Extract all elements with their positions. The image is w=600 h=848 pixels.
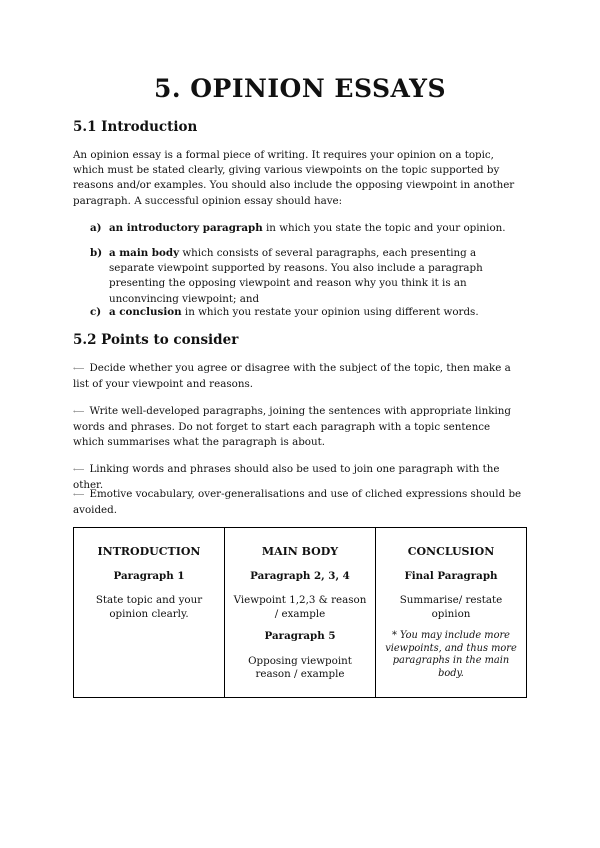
column-heading: INTRODUCTION — [97, 545, 201, 558]
section-heading-points: 5.2 Points to consider — [73, 332, 239, 348]
page-title: 5. OPINION ESSAYS — [153, 74, 447, 103]
list-item — [90, 305, 520, 320]
list-item-term: a conclusion — [109, 306, 182, 318]
list-marker: b) — [90, 247, 103, 259]
column-subheading: Paragraph 5 — [264, 630, 336, 642]
list-item — [90, 246, 520, 307]
column-heading: CONCLUSION — [407, 545, 495, 558]
essay-structure-table — [73, 527, 527, 698]
list-item-text: which consists of several paragraphs, each presenting a separate viewpoint supported by reasons. You also include a paragraph presenting the opposing viewpoint and reason why you think it is an unconvincing viewpoint; and — [109, 247, 483, 305]
arrow-left-icon: ⟵ — [73, 490, 85, 499]
section-heading-introduction: 5.1 Introduction — [73, 119, 198, 135]
intro-paragraph: An opinion essay is a formal piece of writing. It requires your opinion on a topic, which must be stated clearly, giving various viewpoints on the topic supported by reasons and/or examples. You should also include the opposing viewpoint in another paragraph. A successful opinion essay should have: — [73, 149, 515, 207]
list-item-term: an introductory paragraph — [109, 222, 263, 234]
bullet-text: Emotive vocabulary, over-generalisations and use of cliched expressions should be avoided. — [73, 488, 522, 516]
list-marker: c) — [90, 306, 102, 318]
list-item — [73, 404, 523, 451]
main-body-column — [225, 528, 376, 698]
column-note: * You may include more viewpoints, and thus more paragraphs in the main body. — [385, 630, 517, 679]
column-heading: MAIN BODY — [261, 545, 339, 558]
conclusion-column — [376, 528, 527, 698]
column-text: State topic and your opinion clearly. — [95, 594, 203, 620]
list-marker: a) — [90, 222, 102, 234]
list-item — [73, 487, 523, 518]
list-item — [73, 361, 523, 392]
arrow-left-icon: ⟵ — [73, 465, 85, 474]
bullet-text: Linking words and phrases should also be used to join one paragraph with the other. — [73, 463, 500, 491]
bullet-text: Write well-developed paragraphs, joining the sentences with appropriate linking words and phrases. Do not forget to start each paragraph with a topic sentence which summarises what the paragraph is about. — [73, 405, 511, 448]
column-text: Opposing viewpoint reason / example — [248, 654, 352, 680]
column-subheading: Final Paragraph — [404, 569, 498, 582]
column-text: Summarise/ restate opinion — [399, 594, 503, 620]
column-subheading: Paragraph 2, 3, 4 — [250, 569, 350, 582]
list-item-term: a main body — [109, 247, 180, 259]
arrow-left-icon: ⟵ — [73, 407, 85, 416]
list-item-text: in which you restate your opinion using different words. — [181, 306, 479, 318]
arrow-left-icon: ⟵ — [73, 364, 85, 373]
list-item — [90, 221, 520, 236]
list-item-text: in which you state the topic and your opinion. — [262, 222, 506, 234]
introduction-column — [74, 528, 225, 698]
bullet-text: Decide whether you agree or disagree with the subject of the topic, then make a list of your viewpoint and reasons. — [73, 362, 511, 390]
column-subheading: Paragraph 1 — [113, 569, 185, 582]
column-text: Viewpoint 1,2,3 & reason / example — [233, 594, 367, 620]
